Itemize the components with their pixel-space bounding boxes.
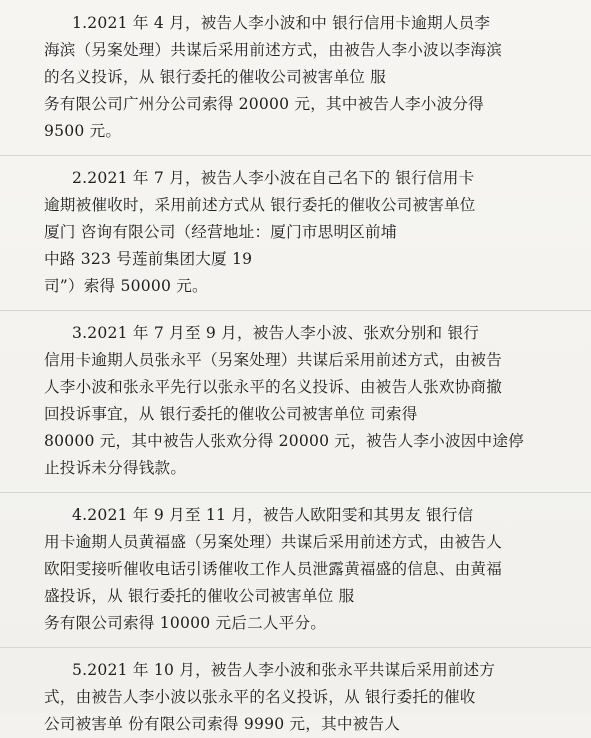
text-line: 5.2021 年 10 月，被告人李小波和张永平共谋后采用前述方 — [72, 661, 496, 679]
text-line: 厦门 咨询有限公司（经营地址：厦门市思明区前埔 — [44, 223, 397, 241]
text-line: 1.2021 年 4 月，被告人李小波和中 银行信用卡逾期人员李 — [72, 14, 491, 32]
divider — [0, 155, 591, 156]
divider — [0, 647, 591, 648]
text-line: 3.2021 年 7 月至 9 月，被告人李小波、张欢分别和 银行 — [72, 324, 480, 342]
text-line: 盛投诉，从 银行委托的催收公司被害单位 服 — [44, 587, 355, 605]
text-line: 式，由被告人李小波以张永平的名义投诉，从 银行委托的催收 — [44, 688, 476, 706]
paragraph-5 — [44, 657, 561, 738]
text-line: 9500 元。 — [44, 122, 122, 140]
paragraph-1 — [44, 10, 561, 145]
text-line: 务有限公司索得 10000 元后二人平分。 — [44, 614, 327, 632]
text-line: 的名义投诉，从 银行委托的催收公司被害单位 服 — [44, 68, 386, 86]
paragraph-4 — [44, 502, 561, 637]
text-line: 用卡逾期人员黄福盛（另案处理）共谋后采用前述方式，由被告人 — [44, 533, 503, 551]
text-line: 欧阳雯接听催收电话引诱催收工作人员泄露黄福盛的信息、由黄福 — [44, 560, 503, 578]
divider — [0, 492, 591, 493]
text-line: 80000 元，其中被告人张欢分得 20000 元，被告人李小波因中途停 — [44, 432, 524, 450]
text-line: 海滨（另案处理）共谋后采用前述方式，由被告人李小波以李海滨 — [44, 41, 503, 59]
paragraph-2 — [44, 165, 561, 300]
text-line: 公司被害单 份有限公司索得 9990 元，其中被告人 — [44, 715, 401, 733]
text-line: 人李小波和张永平先行以张永平的名义投诉、由被告人张欢协商撤 — [44, 378, 503, 396]
text-line: 务有限公司广州分公司索得 20000 元，其中被告人李小波分得 — [44, 95, 484, 113]
text-line: 中路 323 号莲前集团大厦 19 — [44, 250, 253, 268]
text-line: 2.2021 年 7 月，被告人李小波在自己名下的 银行信用卡 — [72, 169, 475, 187]
text-line: 回投诉事宜，从 银行委托的催收公司被害单位 司索得 — [44, 405, 418, 423]
text-line: 逾期被催收时，采用前述方式从 银行委托的催收公司被害单位 — [44, 196, 476, 214]
text-line: 4.2021 年 9 月至 11 月，被告人欧阳雯和其男友 银行信 — [72, 506, 474, 524]
divider — [0, 310, 591, 311]
paragraph-3 — [44, 320, 561, 482]
text-line: 止投诉未分得钱款。 — [44, 459, 187, 477]
text-line: 信用卡逾期人员张永平（另案处理）共谋后采用前述方式，由被告 — [44, 351, 503, 369]
text-line: 司”）索得 50000 元。 — [44, 277, 208, 295]
